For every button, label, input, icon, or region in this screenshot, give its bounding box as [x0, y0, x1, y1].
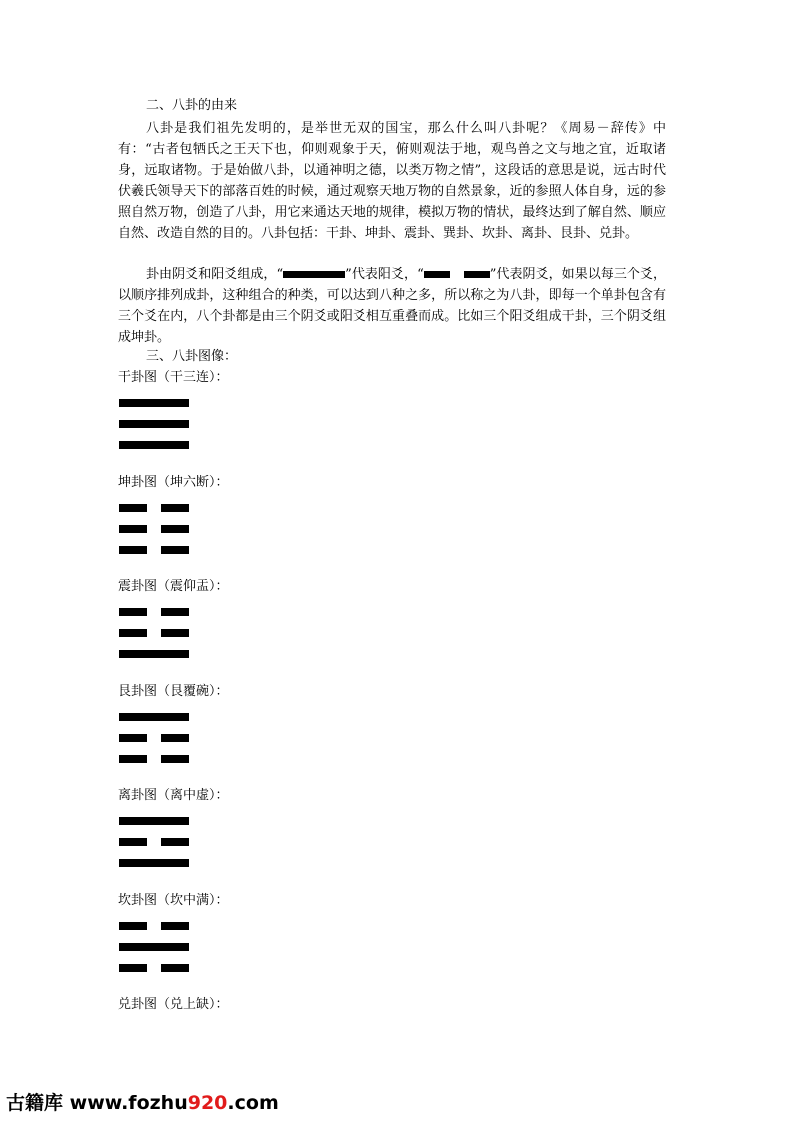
yin-segment-right — [161, 525, 189, 533]
trigram-label: 坤卦图（坤六断）： — [118, 475, 229, 490]
section-heading-origin: 二、八卦的由来 — [146, 98, 238, 113]
paragraph-origin: 八卦是我们祖先发明的，是举世无双的国宝，那么什么叫八卦呢？《周易－辞传》中有：“古者包牺氏之王天下也，仰则观象于天，俯则观法于地，观鸟兽之文与地之宜，近取诸身，远取诸物。于是始做八卦，以通神明之德，以类万物之情”，这段话的意思是说，远古时代伏羲氏领导天下的部落百姓的时候，通过观察天地万物的自然景象，近的参照人体自身，远的参照自然万物，创造了八卦，用它来通达天地的规律，模拟万物的情状，最终达到了解自然、顺应自然、改造自然的目的。八卦包括：干卦、坤卦、震卦、巽卦、坎卦、离卦、艮卦、兑卦。 — [118, 121, 666, 241]
yang-line — [119, 817, 189, 825]
yin-segment-left — [119, 546, 147, 554]
yin-segment-left — [119, 838, 147, 846]
yin-yao-symbol-left — [424, 271, 450, 278]
yin-line — [119, 734, 189, 742]
yin-segment-right — [161, 922, 189, 930]
yin-line — [119, 838, 189, 846]
trigram-label: 离卦图（离中虚）： — [118, 788, 229, 803]
para2-text-2: ”代表阳爻，“ — [345, 267, 424, 282]
yang-line — [119, 713, 189, 721]
para2-text-1: 卦由阴爻和阳爻组成，“ — [146, 267, 284, 282]
yin-segment-right — [161, 608, 189, 616]
yin-segment-left — [119, 504, 147, 512]
yin-line — [119, 608, 189, 616]
footer-brand: 古籍库 — [6, 1092, 64, 1114]
para2-text-3: ”代表阴爻，如果以每三个爻，以顺序排列成卦，这种组合的种类，可以达到八种之多，所以称之为八卦，即每一个单卦包含有三个爻在内，八个卦都是由三个阴爻或阳爻相互重叠而成。比如三个阳爻组成干卦，三个阴爻组成坤卦。 — [118, 267, 667, 345]
yang-yao-symbol — [283, 271, 345, 278]
yin-segment-left — [119, 964, 147, 972]
yin-line — [119, 922, 189, 930]
yin-line — [119, 504, 189, 512]
footer-watermark — [6, 1088, 279, 1115]
yin-segment-right — [161, 964, 189, 972]
trigram-label: 震卦图（震仰盂）： — [118, 579, 229, 594]
footer-site-suffix: .com — [227, 1092, 279, 1114]
trigram-label: 干卦图（干三连）： — [118, 370, 229, 385]
yang-line — [119, 943, 189, 951]
trigram-label: 坎卦图（坎中满）： — [118, 893, 229, 908]
yin-line — [119, 525, 189, 533]
footer-site-prefix: www.fozhu — [69, 1092, 188, 1114]
trigram-label: 兑卦图（兑上缺）： — [118, 997, 229, 1012]
yin-segment-right — [161, 838, 189, 846]
yin-segment-right — [161, 504, 189, 512]
yin-line — [119, 964, 189, 972]
yin-segment-right — [161, 734, 189, 742]
yin-line — [119, 755, 189, 763]
yin-segment-left — [119, 525, 147, 533]
yang-line — [119, 441, 189, 449]
yin-line — [119, 629, 189, 637]
yin-segment-right — [161, 546, 189, 554]
section-heading-images: 三、八卦图像： — [146, 349, 238, 364]
yin-segment-left — [119, 734, 147, 742]
paragraph-yao — [118, 264, 666, 348]
yin-segment-left — [119, 629, 147, 637]
yang-line — [119, 650, 189, 658]
yin-segment-left — [119, 755, 147, 763]
yin-segment-right — [161, 755, 189, 763]
yin-segment-left — [119, 922, 147, 930]
trigram-label: 艮卦图（艮覆碗）： — [118, 684, 229, 699]
yang-line — [119, 399, 189, 407]
yang-line — [119, 420, 189, 428]
footer-site-accent: 920 — [187, 1092, 228, 1114]
yin-segment-right — [161, 629, 189, 637]
yang-line — [119, 859, 189, 867]
yin-line — [119, 546, 189, 554]
yin-yao-symbol-right — [464, 271, 490, 278]
yin-segment-left — [119, 608, 147, 616]
